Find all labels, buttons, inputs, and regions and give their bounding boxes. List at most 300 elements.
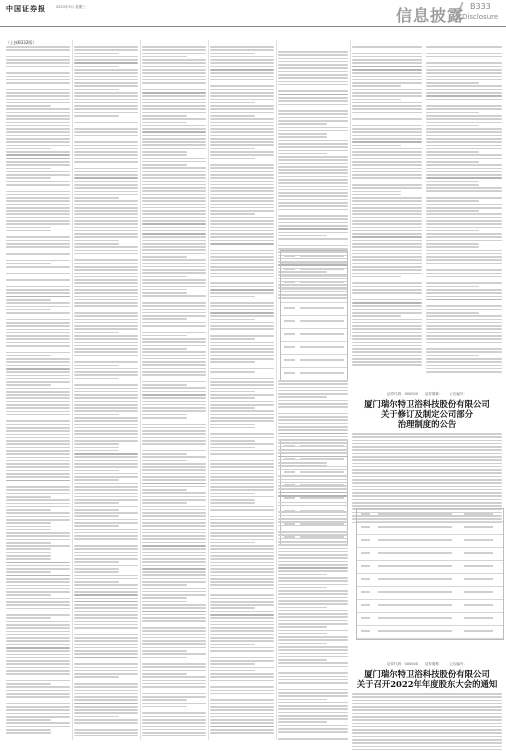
text-line: [352, 259, 422, 261]
text-line: [352, 177, 422, 179]
text-line: [352, 53, 422, 55]
text-line: [426, 365, 502, 367]
text-line: [278, 653, 348, 655]
text-line: [142, 335, 187, 337]
text-line: [74, 433, 138, 435]
text-line: [426, 227, 502, 229]
text-line: [74, 92, 138, 94]
text-line: [426, 177, 502, 179]
text-line: [352, 102, 422, 104]
text-line: [74, 273, 138, 275]
text-line: [142, 99, 206, 101]
text-line: [210, 59, 274, 61]
text-line: [6, 388, 70, 390]
text-line: [6, 634, 70, 636]
text-line: [74, 388, 138, 390]
text-line: [74, 197, 119, 199]
text-line: [142, 643, 206, 645]
text-line: [6, 640, 70, 642]
table-cell: [300, 320, 344, 322]
text-line: [210, 128, 274, 130]
text-line: [74, 282, 138, 284]
text-line: [210, 453, 274, 455]
text-line: [142, 240, 206, 242]
text-line: [426, 115, 502, 117]
text-line: [74, 410, 138, 412]
text-line: [210, 440, 255, 442]
text-line: [210, 486, 274, 488]
text-line: [352, 148, 422, 150]
text-line: [278, 189, 348, 191]
text-line: [6, 637, 70, 639]
text-line: [74, 99, 138, 101]
text-line: [74, 365, 119, 367]
text-line: [210, 154, 274, 156]
text-line: [278, 479, 348, 481]
text-line: [426, 213, 502, 215]
text-line: [74, 686, 138, 688]
text-line: [142, 653, 206, 655]
text-line: [142, 79, 206, 81]
text-line: [74, 417, 138, 419]
text-line: [210, 716, 274, 718]
text-line: [210, 433, 274, 435]
text-line: [278, 186, 348, 188]
text-line: [210, 542, 255, 544]
text-line: [142, 391, 206, 393]
text-line: [426, 112, 479, 114]
text-line: [142, 348, 187, 350]
text-line: [142, 259, 206, 261]
text-line: [278, 166, 348, 168]
text-line: [278, 692, 348, 694]
text-line: [74, 177, 138, 179]
text-line: [210, 703, 274, 705]
text-line: [6, 76, 70, 78]
text-line: [278, 64, 348, 66]
text-line: [210, 227, 274, 229]
text-line: [74, 565, 138, 567]
text-line: [74, 151, 138, 153]
text-line: [142, 49, 206, 51]
text-line: [74, 407, 138, 409]
text-line: [142, 620, 206, 622]
text-line: [278, 61, 348, 63]
text-line: [210, 470, 274, 472]
text-line: [210, 223, 274, 225]
text-line: [142, 437, 206, 439]
text-line: [426, 371, 502, 373]
text-line: [278, 94, 348, 96]
text-line: [352, 440, 502, 442]
text-line: [142, 253, 206, 255]
text-line: [278, 538, 348, 540]
text-line: [426, 138, 502, 140]
text-line: [278, 179, 348, 181]
text-line: [142, 122, 187, 124]
text-line: [74, 181, 138, 183]
text-line: [210, 108, 274, 110]
text-line: [74, 200, 138, 202]
text-line: [278, 626, 327, 628]
text-line: [6, 644, 70, 646]
text-line: [142, 716, 206, 718]
text-line: [74, 108, 138, 110]
table-cell: [284, 333, 294, 335]
data-table: [356, 508, 504, 640]
text-line: [352, 351, 422, 353]
text-line: [426, 243, 479, 245]
text-line: [210, 535, 274, 537]
text-line: [352, 69, 422, 71]
text-line: [6, 420, 70, 422]
text-line: [352, 693, 502, 695]
text-line: [278, 712, 348, 714]
text-line: [6, 191, 70, 193]
text-line: [142, 535, 206, 537]
text-line: [210, 72, 274, 74]
text-line: [210, 621, 274, 623]
text-line: [6, 506, 70, 508]
text-line: [352, 56, 422, 58]
text-line: [426, 259, 502, 261]
text-line: [278, 51, 348, 53]
text-line: [74, 627, 138, 629]
text-line: [74, 709, 138, 711]
text-line: [278, 475, 348, 477]
text-line: [352, 736, 502, 738]
text-line: [74, 131, 138, 133]
text-line: [278, 584, 348, 586]
text-line: [352, 108, 422, 110]
text-line: [278, 232, 348, 234]
text-line: [278, 505, 348, 507]
text-line: [426, 66, 502, 68]
text-line: [74, 640, 138, 642]
text-line: [74, 361, 138, 363]
text-line: [426, 296, 502, 298]
text-line: [74, 696, 138, 698]
text-line: [74, 348, 138, 350]
text-line: [142, 112, 206, 114]
page-header: [0, 0, 506, 27]
text-line: [142, 144, 206, 146]
text-line: [278, 446, 348, 448]
text-line: [74, 588, 138, 590]
text-line: [142, 581, 206, 583]
text-line: [352, 207, 422, 209]
text-line: [142, 279, 206, 281]
text-line: [74, 466, 138, 468]
text-line: [142, 611, 206, 613]
text-line: [6, 542, 51, 544]
text-line: [142, 502, 187, 504]
text-line: [142, 397, 206, 399]
text-line: [74, 502, 119, 504]
text-line: [74, 552, 138, 554]
table-row: [281, 290, 347, 303]
notice-1: [352, 392, 502, 525]
text-line: [74, 371, 138, 373]
text-line: [210, 338, 255, 340]
text-line: [352, 726, 502, 728]
text-line: [142, 410, 206, 412]
table-cell: [361, 578, 370, 580]
text-line: [278, 469, 348, 471]
text-line: [74, 437, 138, 439]
text-line: [352, 200, 422, 202]
text-line: [426, 322, 502, 324]
text-line: [74, 621, 138, 623]
text-line: [210, 348, 274, 350]
text-line: [142, 584, 187, 586]
text-line: [74, 440, 138, 442]
text-line: [352, 302, 422, 304]
text-line: [6, 227, 51, 229]
text-line: [74, 168, 138, 170]
text-line: [6, 499, 70, 501]
text-line: [6, 306, 70, 308]
table-cell: [361, 539, 370, 541]
text-line: [210, 676, 274, 678]
text-line: [6, 338, 70, 340]
text-line: [74, 227, 138, 229]
text-line: [210, 624, 274, 626]
text-line: [352, 289, 422, 291]
text-line: [426, 256, 502, 258]
text-line: [210, 713, 274, 715]
text-line: [142, 424, 206, 426]
text-line: [210, 368, 274, 370]
text-line: [210, 89, 274, 91]
text-line: [426, 184, 479, 186]
text-line: [352, 338, 422, 340]
text-line: [352, 223, 422, 225]
text-line: [426, 236, 502, 238]
text-line: [142, 578, 206, 580]
text-line: [6, 210, 70, 212]
text-line: [278, 67, 348, 69]
text-line: [426, 161, 479, 163]
text-line: [426, 145, 502, 147]
text-line: [6, 181, 70, 183]
text-line: [426, 200, 479, 202]
text-line: [74, 351, 138, 353]
text-line: [210, 627, 274, 629]
text-line: [142, 617, 206, 619]
text-line: [142, 683, 206, 685]
text-line: [278, 442, 348, 444]
table-cell: [464, 526, 494, 528]
text-line: [74, 171, 138, 173]
text-line: [6, 601, 70, 603]
text-line: [352, 319, 422, 321]
text-line: [142, 486, 206, 488]
text-line: [426, 312, 479, 314]
text-line: [210, 112, 274, 114]
text-line: [426, 131, 502, 133]
text-line: [6, 624, 70, 626]
text-line: [210, 384, 274, 386]
text-line: [142, 292, 187, 294]
text-line: [142, 522, 206, 524]
text-line: [352, 161, 422, 163]
text-line: [352, 446, 502, 448]
text-line: [74, 624, 138, 626]
text-line: [142, 135, 206, 137]
text-line: [352, 312, 422, 314]
text-line: [426, 204, 502, 206]
table-cell: [464, 578, 494, 580]
text-line: [6, 56, 70, 58]
text-line: [278, 146, 348, 148]
text-line: [74, 66, 119, 68]
text-line: [74, 89, 119, 91]
text-line: [352, 433, 502, 435]
text-line: [74, 259, 138, 261]
text-line: [6, 493, 70, 495]
text-line: [142, 95, 206, 97]
text-line: [6, 516, 70, 518]
text-line: [74, 420, 138, 422]
text-line: [74, 56, 138, 58]
text-line: [74, 187, 138, 189]
text-line: [426, 69, 502, 71]
text-line: [352, 709, 502, 711]
table-cell: [378, 526, 452, 528]
text-line: [278, 666, 348, 668]
table-row: [281, 303, 347, 316]
text-line: [6, 460, 70, 462]
text-line: [6, 368, 70, 370]
text-line: [6, 299, 51, 301]
text-line: [352, 305, 422, 307]
text-line: [278, 679, 348, 681]
text-line: [142, 637, 206, 639]
text-line: [74, 105, 138, 107]
text-line: [74, 486, 138, 488]
text-line: [278, 222, 348, 224]
text-line: [210, 516, 274, 518]
text-line: [278, 600, 348, 602]
text-line: [278, 485, 348, 487]
text-line: [6, 650, 70, 652]
text-line: [278, 396, 327, 398]
text-line: [142, 729, 206, 731]
text-line: [74, 305, 138, 307]
text-line: [142, 269, 206, 271]
text-line: [352, 286, 422, 288]
text-line: [6, 292, 70, 294]
text-line: [278, 738, 348, 740]
text-line: [6, 194, 70, 196]
text-line: [210, 650, 274, 652]
table-cell: [361, 552, 370, 554]
text-line: [142, 699, 187, 701]
text-line: [278, 725, 348, 727]
text-line: [74, 69, 138, 71]
text-line: [142, 89, 206, 91]
text-line: [6, 118, 70, 120]
text-line: [352, 489, 502, 491]
text-line: [210, 361, 255, 363]
text-line: [352, 499, 502, 501]
text-line: [142, 249, 206, 251]
text-line: [426, 158, 502, 160]
text-line: [142, 282, 206, 284]
table-cell: [361, 604, 370, 606]
table-row: [281, 316, 347, 329]
text-line: [74, 450, 119, 452]
text-line: [74, 263, 138, 265]
text-line: [210, 496, 274, 498]
text-line: [426, 233, 502, 235]
text-line: [278, 449, 348, 451]
text-line: [210, 319, 255, 321]
text-line: [210, 489, 274, 491]
text-line: [142, 512, 206, 514]
text-line: [142, 174, 206, 176]
text-line: [426, 328, 502, 330]
text-line: [278, 423, 348, 425]
text-line: [142, 407, 206, 409]
text-line: [210, 709, 274, 711]
text-line: [6, 148, 51, 150]
text-line: [74, 532, 138, 534]
text-line: [6, 72, 70, 74]
text-line: [6, 430, 70, 432]
table-cell: [300, 294, 344, 296]
text-line: [352, 174, 422, 176]
text-line: [6, 621, 70, 623]
table-cell: [378, 513, 452, 515]
text-line: [74, 427, 138, 429]
text-line: [352, 502, 502, 504]
text-line: [142, 519, 206, 521]
text-line: [74, 391, 138, 393]
text-line: [426, 351, 502, 353]
text-line: [210, 640, 274, 642]
text-line: [210, 282, 274, 284]
text-line: [278, 245, 348, 247]
text-line: [278, 718, 348, 720]
text-line: [74, 683, 138, 685]
text-line: [278, 123, 327, 125]
text-line: [142, 230, 206, 232]
text-line: [210, 437, 274, 439]
table-cell: [300, 333, 344, 335]
text-line: [426, 286, 479, 288]
text-line: [210, 122, 274, 124]
table-cell: [284, 307, 294, 309]
text-line: [352, 742, 502, 744]
text-line: [210, 131, 274, 133]
text-line: [74, 338, 138, 340]
text-line: [426, 210, 479, 212]
text-line: [6, 411, 70, 413]
table-cell: [361, 513, 370, 515]
text-line: [142, 555, 206, 557]
text-line: [74, 568, 119, 570]
text-line: [210, 588, 274, 590]
text-line: [210, 210, 274, 212]
text-line: [6, 588, 70, 590]
text-line: [6, 526, 51, 528]
text-line: [74, 598, 138, 600]
text-line: [6, 230, 51, 232]
text-line: [142, 640, 206, 642]
text-line: [352, 99, 401, 101]
